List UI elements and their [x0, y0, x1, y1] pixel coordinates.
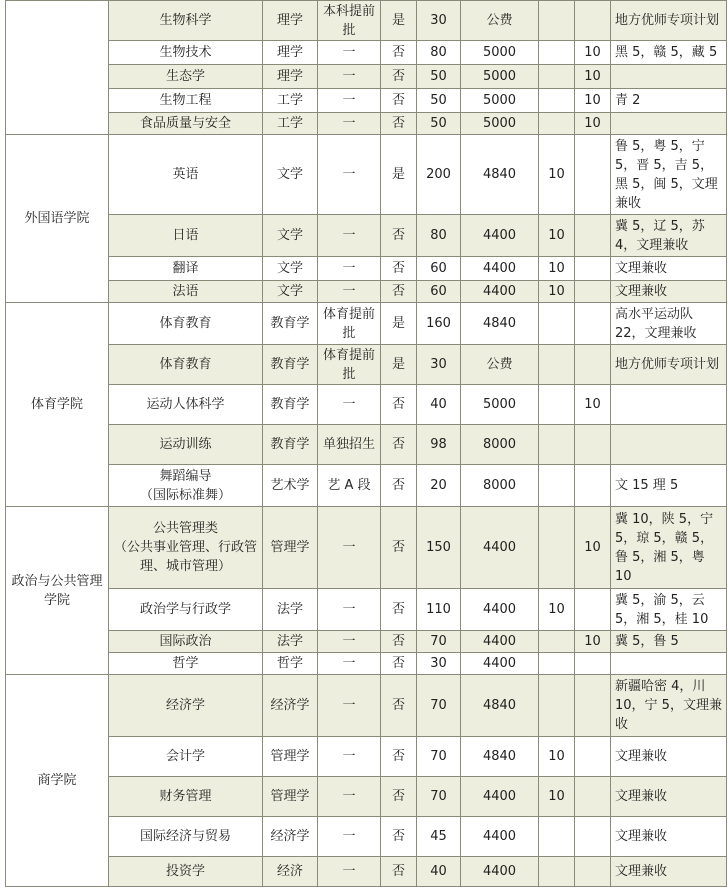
quota-b-cell: 10 — [575, 385, 611, 425]
table-row — [6, 345, 727, 385]
major-cell: 生物技术 — [109, 41, 263, 65]
single-admission-cell: 是 — [381, 345, 417, 385]
batch-cell: 一 — [318, 589, 381, 631]
single-admission-cell: 否 — [381, 41, 417, 65]
note-cell: 青 2 — [611, 89, 727, 113]
note-cell: 文理兼收 — [611, 817, 727, 857]
tuition-cell: 4400 — [461, 817, 539, 857]
quota-a-cell: 10 — [539, 737, 575, 777]
plan-count-cell: 40 — [417, 385, 461, 425]
college-cell: 政治与公共管理学院 — [6, 507, 109, 675]
plan-count-cell: 60 — [417, 281, 461, 303]
major-cell: 翻译 — [109, 257, 263, 281]
quota-b-cell — [575, 257, 611, 281]
quota-a-cell — [539, 817, 575, 857]
table-row — [6, 589, 727, 631]
discipline-cell: 艺术学 — [263, 465, 318, 507]
major-cell: 体育教育 — [109, 345, 263, 385]
quota-b-cell — [575, 465, 611, 507]
single-admission-cell: 否 — [381, 817, 417, 857]
discipline-cell: 哲学 — [263, 653, 318, 675]
note-cell — [611, 653, 727, 675]
major-cell: 法语 — [109, 281, 263, 303]
batch-cell: 艺 A 段 — [318, 465, 381, 507]
quota-b-cell — [575, 303, 611, 345]
quota-b-cell — [575, 1, 611, 41]
plan-count-cell: 50 — [417, 89, 461, 113]
note-cell — [611, 65, 727, 89]
single-admission-cell: 否 — [381, 385, 417, 425]
plan-count-cell: 30 — [417, 345, 461, 385]
quota-b-cell — [575, 777, 611, 817]
note-cell: 地方优师专项计划 — [611, 1, 727, 41]
plan-count-cell: 98 — [417, 425, 461, 465]
note-cell — [611, 385, 727, 425]
table-row — [6, 385, 727, 425]
quota-b-cell: 10 — [575, 41, 611, 65]
college-cell — [6, 1, 109, 135]
quota-a-cell: 10 — [539, 215, 575, 257]
quota-b-cell — [575, 857, 611, 887]
discipline-cell: 教育学 — [263, 345, 318, 385]
quota-a-cell: 10 — [539, 589, 575, 631]
plan-count-cell: 150 — [417, 507, 461, 589]
major-cell: 英语 — [109, 135, 263, 215]
table-row — [6, 631, 727, 653]
batch-cell: 一 — [318, 385, 381, 425]
quota-a-cell: 10 — [539, 777, 575, 817]
table-row — [6, 857, 727, 887]
batch-cell: 一 — [318, 113, 381, 135]
single-admission-cell: 是 — [381, 135, 417, 215]
tuition-cell: 公费 — [461, 345, 539, 385]
single-admission-cell: 否 — [381, 589, 417, 631]
quota-a-cell — [539, 89, 575, 113]
table-row — [6, 737, 727, 777]
single-admission-cell: 否 — [381, 857, 417, 887]
major-cell: 食品质量与安全 — [109, 113, 263, 135]
quota-a-cell — [539, 653, 575, 675]
table-row — [6, 135, 727, 215]
plan-count-cell: 70 — [417, 631, 461, 653]
major-cell: 生物科学 — [109, 1, 263, 41]
plan-count-cell: 30 — [417, 653, 461, 675]
table-row — [6, 507, 727, 589]
note-cell: 文 15 理 5 — [611, 465, 727, 507]
quota-a-cell — [539, 65, 575, 89]
table-row — [6, 817, 727, 857]
batch-cell: 本科提前批 — [318, 1, 381, 41]
discipline-cell: 经济 — [263, 857, 318, 887]
note-cell: 地方优师专项计划 — [611, 345, 727, 385]
tuition-cell: 4840 — [461, 303, 539, 345]
quota-a-cell: 10 — [539, 135, 575, 215]
table-row — [6, 1, 727, 41]
college-cell: 体育学院 — [6, 303, 109, 507]
plan-count-cell: 70 — [417, 737, 461, 777]
note-cell: 文理兼收 — [611, 737, 727, 777]
table-row — [6, 41, 727, 65]
quota-b-cell — [575, 589, 611, 631]
major-cell: 生物工程 — [109, 89, 263, 113]
plan-count-cell: 200 — [417, 135, 461, 215]
batch-cell: 一 — [318, 653, 381, 675]
quota-a-cell: 10 — [539, 281, 575, 303]
note-cell: 文理兼收 — [611, 777, 727, 817]
table-row — [6, 215, 727, 257]
batch-cell: 一 — [318, 65, 381, 89]
table-body — [6, 1, 727, 887]
note-cell: 冀 5，辽 5，苏 4，文理兼收 — [611, 215, 727, 257]
tuition-cell: 4840 — [461, 675, 539, 737]
discipline-cell: 工学 — [263, 89, 318, 113]
quota-a-cell — [539, 41, 575, 65]
quota-b-cell — [575, 135, 611, 215]
quota-a-cell — [539, 675, 575, 737]
table-row — [6, 89, 727, 113]
quota-a-cell — [539, 345, 575, 385]
quota-b-cell — [575, 817, 611, 857]
tuition-cell: 4840 — [461, 737, 539, 777]
note-cell: 鲁 5，粤 5，宁 5，晋 5，吉 5，黑 5，闽 5，文理兼收 — [611, 135, 727, 215]
tuition-cell: 5000 — [461, 89, 539, 113]
note-cell: 文理兼收 — [611, 281, 727, 303]
table-row — [6, 303, 727, 345]
batch-cell: 一 — [318, 89, 381, 113]
quota-a-cell — [539, 425, 575, 465]
batch-cell: 单独招生 — [318, 425, 381, 465]
quota-a-cell — [539, 1, 575, 41]
table-row — [6, 281, 727, 303]
table-row — [6, 257, 727, 281]
quota-b-cell: 10 — [575, 507, 611, 589]
tuition-cell: 4400 — [461, 589, 539, 631]
tuition-cell: 5000 — [461, 65, 539, 89]
discipline-cell: 经济学 — [263, 817, 318, 857]
discipline-cell: 教育学 — [263, 425, 318, 465]
table-row — [6, 653, 727, 675]
note-cell: 冀 10，陕 5，宁 5，琼 5，赣 5，鲁 5，湘 5，粤 10 — [611, 507, 727, 589]
tuition-cell: 4400 — [461, 257, 539, 281]
discipline-cell: 管理学 — [263, 507, 318, 589]
tuition-cell: 8000 — [461, 425, 539, 465]
discipline-cell: 管理学 — [263, 737, 318, 777]
quota-b-cell — [575, 215, 611, 257]
batch-cell: 一 — [318, 737, 381, 777]
single-admission-cell: 否 — [381, 215, 417, 257]
single-admission-cell: 否 — [381, 675, 417, 737]
plan-count-cell: 20 — [417, 465, 461, 507]
quota-a-cell — [539, 385, 575, 425]
tuition-cell: 5000 — [461, 385, 539, 425]
batch-cell: 一 — [318, 777, 381, 817]
major-cell: 国际政治 — [109, 631, 263, 653]
plan-count-cell: 70 — [417, 675, 461, 737]
quota-b-cell — [575, 425, 611, 465]
tuition-cell: 4400 — [461, 215, 539, 257]
single-admission-cell: 否 — [381, 653, 417, 675]
batch-cell: 一 — [318, 817, 381, 857]
plan-count-cell: 30 — [417, 1, 461, 41]
note-cell — [611, 425, 727, 465]
discipline-cell: 教育学 — [263, 303, 318, 345]
discipline-cell: 理学 — [263, 1, 318, 41]
discipline-cell: 文学 — [263, 215, 318, 257]
quota-b-cell: 10 — [575, 113, 611, 135]
college-cell: 商学院 — [6, 675, 109, 887]
discipline-cell: 文学 — [263, 135, 318, 215]
tuition-cell: 4400 — [461, 777, 539, 817]
quota-a-cell — [539, 303, 575, 345]
plan-count-cell: 50 — [417, 113, 461, 135]
batch-cell: 体育提前批 — [318, 345, 381, 385]
note-cell: 文理兼收 — [611, 857, 727, 887]
quota-b-cell — [575, 675, 611, 737]
tuition-cell: 公费 — [461, 1, 539, 41]
major-cell: 日语 — [109, 215, 263, 257]
single-admission-cell: 否 — [381, 507, 417, 589]
plan-count-cell: 80 — [417, 41, 461, 65]
plan-count-cell: 110 — [417, 589, 461, 631]
single-admission-cell: 否 — [381, 257, 417, 281]
tuition-cell: 4400 — [461, 631, 539, 653]
quota-a-cell — [539, 631, 575, 653]
note-cell: 冀 5，渝 5，云 5，湘 5，桂 10 — [611, 589, 727, 631]
discipline-cell: 文学 — [263, 281, 318, 303]
college-cell: 外国语学院 — [6, 135, 109, 303]
note-cell: 黑 5，赣 5，藏 5 — [611, 41, 727, 65]
note-cell: 冀 5，鲁 5 — [611, 631, 727, 653]
quota-b-cell: 10 — [575, 89, 611, 113]
major-cell: 公共管理类 （公共事业管理、行政管理、城市管理） — [109, 507, 263, 589]
single-admission-cell: 否 — [381, 631, 417, 653]
batch-cell: 一 — [318, 257, 381, 281]
plan-count-cell: 50 — [417, 65, 461, 89]
single-admission-cell: 否 — [381, 737, 417, 777]
table-row — [6, 65, 727, 89]
discipline-cell: 管理学 — [263, 777, 318, 817]
discipline-cell: 理学 — [263, 41, 318, 65]
tuition-cell: 4400 — [461, 507, 539, 589]
table-row — [6, 425, 727, 465]
batch-cell: 一 — [318, 215, 381, 257]
quota-b-cell — [575, 737, 611, 777]
discipline-cell: 法学 — [263, 589, 318, 631]
quota-a-cell — [539, 113, 575, 135]
major-cell: 体育教育 — [109, 303, 263, 345]
tuition-cell: 4400 — [461, 653, 539, 675]
discipline-cell: 文学 — [263, 257, 318, 281]
discipline-cell: 理学 — [263, 65, 318, 89]
major-cell: 会计学 — [109, 737, 263, 777]
batch-cell: 体育提前批 — [318, 303, 381, 345]
major-cell: 生态学 — [109, 65, 263, 89]
quota-b-cell — [575, 345, 611, 385]
table-row — [6, 113, 727, 135]
plan-count-cell: 70 — [417, 777, 461, 817]
single-admission-cell: 否 — [381, 777, 417, 817]
major-cell: 运动人体科学 — [109, 385, 263, 425]
single-admission-cell: 否 — [381, 65, 417, 89]
single-admission-cell: 是 — [381, 303, 417, 345]
single-admission-cell: 否 — [381, 425, 417, 465]
tuition-cell: 5000 — [461, 41, 539, 65]
major-cell: 舞蹈编导 （国际标准舞） — [109, 465, 263, 507]
plan-count-cell: 40 — [417, 857, 461, 887]
table-row — [6, 675, 727, 737]
note-cell: 高水平运动队 22，文理兼收 — [611, 303, 727, 345]
note-cell: 新疆哈密 4，川 10，宁 5，文理兼收 — [611, 675, 727, 737]
batch-cell: 一 — [318, 281, 381, 303]
quota-a-cell — [539, 507, 575, 589]
single-admission-cell: 否 — [381, 113, 417, 135]
major-cell: 财务管理 — [109, 777, 263, 817]
tuition-cell: 8000 — [461, 465, 539, 507]
discipline-cell: 法学 — [263, 631, 318, 653]
batch-cell: 一 — [318, 507, 381, 589]
major-cell: 投资学 — [109, 857, 263, 887]
tuition-cell: 4840 — [461, 135, 539, 215]
single-admission-cell: 否 — [381, 281, 417, 303]
plan-count-cell: 60 — [417, 257, 461, 281]
batch-cell: 一 — [318, 135, 381, 215]
quota-b-cell: 10 — [575, 65, 611, 89]
quota-a-cell: 10 — [539, 257, 575, 281]
tuition-cell: 4400 — [461, 857, 539, 887]
quota-b-cell — [575, 281, 611, 303]
admission-plan-table — [5, 0, 727, 887]
note-cell — [611, 113, 727, 135]
major-cell: 国际经济与贸易 — [109, 817, 263, 857]
plan-count-cell: 45 — [417, 817, 461, 857]
quota-b-cell: 10 — [575, 631, 611, 653]
quota-a-cell — [539, 857, 575, 887]
note-cell: 文理兼收 — [611, 257, 727, 281]
quota-a-cell — [539, 465, 575, 507]
major-cell: 哲学 — [109, 653, 263, 675]
batch-cell: 一 — [318, 857, 381, 887]
major-cell: 政治学与行政学 — [109, 589, 263, 631]
batch-cell: 一 — [318, 631, 381, 653]
plan-count-cell: 80 — [417, 215, 461, 257]
major-cell: 运动训练 — [109, 425, 263, 465]
batch-cell: 一 — [318, 41, 381, 65]
discipline-cell: 工学 — [263, 113, 318, 135]
plan-count-cell: 160 — [417, 303, 461, 345]
single-admission-cell: 是 — [381, 1, 417, 41]
tuition-cell: 4400 — [461, 281, 539, 303]
single-admission-cell: 否 — [381, 465, 417, 507]
table-row — [6, 777, 727, 817]
discipline-cell: 经济学 — [263, 675, 318, 737]
tuition-cell: 5000 — [461, 113, 539, 135]
table-row — [6, 465, 727, 507]
quota-b-cell — [575, 653, 611, 675]
single-admission-cell: 否 — [381, 89, 417, 113]
discipline-cell: 教育学 — [263, 385, 318, 425]
batch-cell: 一 — [318, 675, 381, 737]
major-cell: 经济学 — [109, 675, 263, 737]
